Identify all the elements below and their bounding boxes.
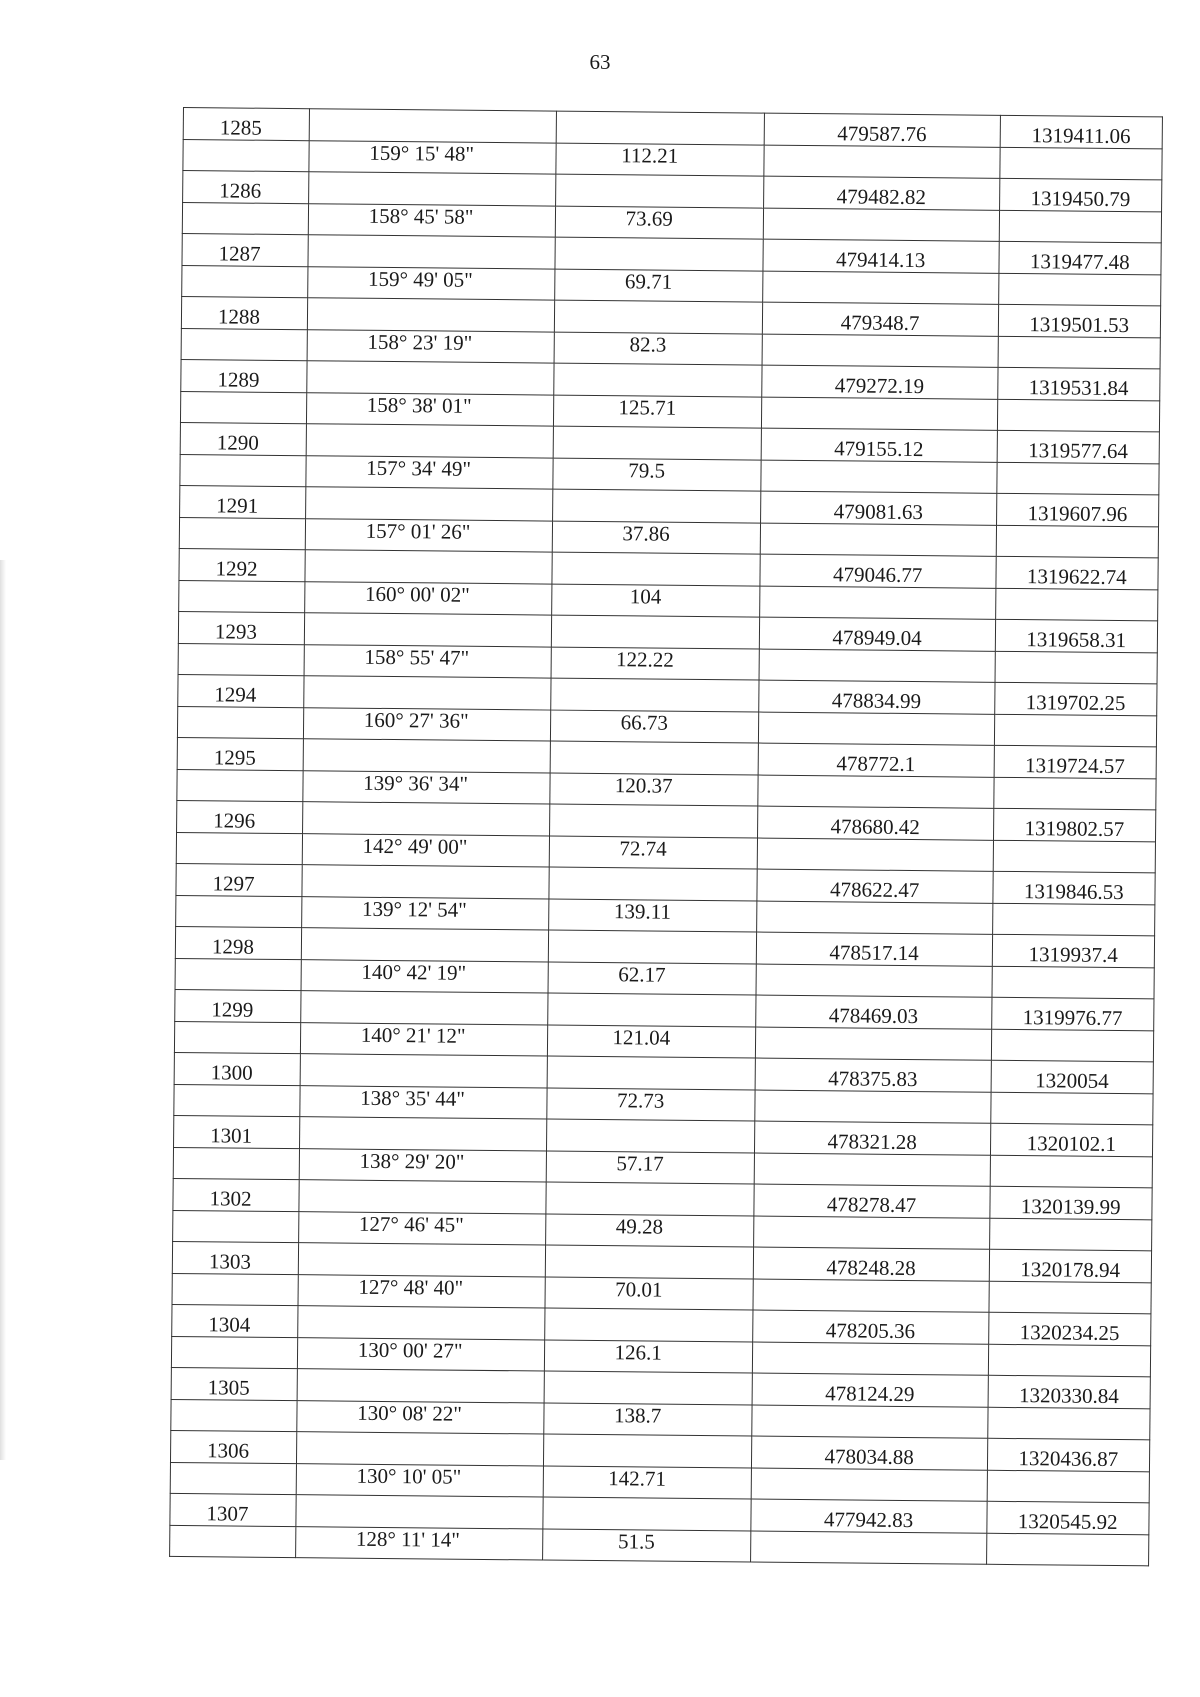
empty-cell (297, 1306, 544, 1340)
empty-cell (761, 397, 997, 430)
bearing-angle-cell: 159° 49' 05" (307, 267, 554, 300)
distance-cell: 62.17 (548, 962, 756, 995)
x-coordinate-cell: 478248.28 (753, 1247, 989, 1281)
empty-cell (177, 706, 303, 738)
empty-cell (306, 424, 553, 458)
bearing-angle-cell: 130° 10' 05" (296, 1464, 543, 1497)
bearing-angle-cell: 160° 00' 02" (304, 582, 551, 615)
x-coordinate-cell: 478278.47 (754, 1184, 990, 1218)
distance-cell: 112.21 (556, 143, 764, 176)
empty-cell (549, 804, 757, 838)
empty-cell (298, 1243, 545, 1277)
empty-cell (178, 643, 304, 675)
empty-cell (753, 1279, 989, 1312)
empty-cell (751, 1468, 987, 1501)
empty-cell (995, 651, 1158, 684)
empty-cell (296, 1432, 543, 1466)
empty-cell (987, 1407, 1150, 1440)
distance-cell: 79.5 (553, 458, 761, 491)
empty-cell (990, 1092, 1153, 1125)
y-coordinate-cell: 1319477.48 (998, 241, 1161, 275)
empty-cell (550, 741, 758, 775)
empty-cell (305, 487, 552, 521)
x-coordinate-cell: 479414.13 (763, 239, 999, 273)
empty-cell (173, 1147, 299, 1179)
point-number-cell: 1300 (174, 1052, 300, 1085)
empty-cell (995, 588, 1158, 621)
empty-cell (988, 1344, 1151, 1377)
bearing-angle-cell: 139° 36' 34" (303, 771, 550, 804)
bearing-angle-cell: 138° 35' 44" (300, 1086, 547, 1119)
y-coordinate-cell: 1319802.57 (993, 808, 1156, 842)
x-coordinate-cell: 479272.19 (761, 365, 997, 399)
empty-cell (756, 964, 992, 997)
y-coordinate-cell: 1320234.25 (988, 1312, 1151, 1346)
empty-cell (548, 930, 756, 964)
empty-cell (173, 1210, 299, 1242)
point-number-cell: 1298 (175, 926, 301, 959)
point-number-cell: 1288 (181, 296, 307, 329)
empty-cell (758, 712, 994, 745)
empty-cell (554, 300, 762, 334)
y-coordinate-cell: 1319450.79 (999, 178, 1162, 212)
y-coordinate-cell: 1319702.25 (994, 682, 1157, 716)
bearing-angle-cell: 158° 45' 58" (308, 204, 555, 237)
empty-cell (183, 140, 309, 172)
empty-cell (301, 928, 548, 962)
distance-cell: 104 (551, 584, 759, 617)
empty-cell (172, 1273, 298, 1305)
bearing-angle-cell: 159° 15' 48" (309, 141, 556, 174)
distance-cell: 142.71 (543, 1466, 751, 1499)
y-coordinate-cell: 1319937.4 (992, 934, 1155, 968)
empty-cell (754, 1153, 990, 1186)
distance-cell: 122.22 (551, 647, 759, 680)
empty-cell (180, 454, 306, 486)
y-coordinate-cell: 1319531.84 (997, 367, 1160, 401)
bearing-angle-cell: 130° 08' 22" (296, 1401, 543, 1434)
distance-cell: 121.04 (547, 1025, 755, 1058)
empty-cell (546, 1119, 754, 1153)
distance-cell: 138.7 (543, 1403, 751, 1436)
point-number-cell: 1287 (182, 233, 308, 266)
bearing-angle-cell: 158° 55' 47" (304, 645, 551, 678)
x-coordinate-cell: 478469.03 (755, 995, 991, 1029)
y-coordinate-cell: 1319846.53 (992, 871, 1155, 905)
distance-cell: 57.17 (546, 1151, 754, 1184)
empty-cell (998, 273, 1161, 306)
x-coordinate-cell: 479046.77 (760, 554, 996, 588)
empty-cell (555, 237, 763, 271)
point-number-cell: 1291 (180, 485, 306, 518)
empty-cell (753, 1216, 989, 1249)
coordinate-table-body (170, 108, 1163, 1566)
distance-cell: 125.71 (553, 395, 761, 428)
empty-cell (999, 210, 1162, 243)
distance-cell: 69.71 (554, 269, 762, 302)
distance-cell: 126.1 (544, 1340, 752, 1373)
empty-cell (992, 966, 1155, 999)
empty-cell (992, 903, 1155, 936)
y-coordinate-cell: 1319607.96 (996, 493, 1159, 527)
empty-cell (300, 1054, 547, 1088)
empty-cell (171, 1399, 297, 1431)
bearing-angle-cell: 130° 00' 27" (297, 1338, 544, 1371)
empty-cell (550, 678, 758, 712)
empty-cell (762, 271, 998, 304)
point-number-cell: 1286 (183, 171, 309, 204)
x-coordinate-cell: 478205.36 (752, 1310, 988, 1344)
x-coordinate-cell: 479587.76 (764, 113, 1000, 147)
y-coordinate-cell: 1319577.64 (997, 430, 1160, 464)
y-coordinate-cell: 1320330.84 (988, 1375, 1151, 1409)
bearing-angle-cell: 142° 49' 00" (302, 834, 549, 867)
empty-cell (990, 1155, 1153, 1188)
empty-cell (555, 174, 763, 208)
empty-cell (987, 1470, 1150, 1503)
y-coordinate-cell: 1319501.53 (998, 304, 1161, 338)
bearing-angle-cell: 138° 29' 20" (299, 1149, 546, 1182)
coordinate-table (169, 107, 1163, 1566)
x-coordinate-cell: 478680.42 (757, 806, 993, 840)
point-number-cell: 1296 (177, 800, 303, 833)
empty-cell (752, 1342, 988, 1375)
empty-cell (305, 550, 552, 584)
distance-cell: 72.74 (549, 836, 757, 869)
empty-cell (302, 865, 549, 899)
bearing-angle-cell: 127° 48' 40" (298, 1275, 545, 1308)
point-number-cell: 1285 (183, 108, 309, 141)
empty-cell (764, 145, 1000, 178)
x-coordinate-cell: 479081.63 (760, 491, 996, 525)
empty-cell (997, 399, 1160, 432)
empty-cell (750, 1531, 986, 1564)
point-number-cell: 1299 (175, 989, 301, 1022)
distance-cell: 72.73 (546, 1088, 754, 1121)
y-coordinate-cell: 1320436.87 (987, 1438, 1150, 1472)
empty-cell (297, 1369, 544, 1403)
point-number-cell: 1304 (172, 1304, 298, 1337)
scan-shadow-edge (0, 560, 6, 1460)
empty-cell (762, 334, 998, 367)
x-coordinate-cell: 478321.28 (754, 1121, 990, 1155)
y-coordinate-cell: 1320545.92 (986, 1501, 1149, 1535)
y-coordinate-cell: 1319976.77 (991, 997, 1154, 1031)
empty-cell (763, 208, 999, 241)
empty-cell (991, 1029, 1154, 1062)
point-number-cell: 1293 (178, 611, 304, 644)
empty-cell (986, 1533, 1149, 1566)
point-number-cell: 1294 (178, 674, 304, 707)
distance-cell: 139.11 (548, 899, 756, 932)
y-coordinate-cell: 1319658.31 (995, 619, 1158, 653)
distance-cell: 37.86 (552, 521, 760, 554)
empty-cell (761, 460, 997, 493)
point-number-cell: 1292 (179, 548, 305, 581)
empty-cell (759, 649, 995, 682)
bearing-angle-cell: 157° 34' 49" (306, 456, 553, 489)
y-coordinate-cell: 1320054 (991, 1060, 1154, 1094)
y-coordinate-cell: 1320178.94 (989, 1249, 1152, 1283)
point-number-cell: 1302 (173, 1178, 299, 1211)
empty-cell (759, 586, 995, 619)
x-coordinate-cell: 478034.88 (751, 1436, 987, 1470)
x-coordinate-cell: 478834.99 (758, 680, 994, 714)
point-number-cell: 1289 (181, 359, 307, 392)
bearing-angle-cell: 158° 23' 19" (307, 330, 554, 363)
point-number-cell: 1295 (177, 737, 303, 770)
empty-cell (544, 1308, 752, 1342)
empty-cell (756, 901, 992, 934)
empty-cell (180, 391, 306, 423)
x-coordinate-cell: 478772.1 (758, 743, 994, 777)
empty-cell (304, 613, 551, 647)
bearing-angle-cell: 127° 46' 45" (298, 1212, 545, 1245)
point-number-cell: 1290 (180, 422, 306, 455)
empty-cell (547, 1056, 755, 1090)
distance-cell: 51.5 (542, 1529, 750, 1562)
empty-cell (179, 580, 305, 612)
empty-cell (553, 426, 761, 460)
empty-cell (543, 1497, 751, 1531)
y-coordinate-cell: 1319724.57 (994, 745, 1157, 779)
point-number-cell: 1305 (171, 1367, 297, 1400)
empty-cell (757, 838, 993, 871)
distance-cell: 82.3 (554, 332, 762, 365)
empty-cell (177, 769, 303, 801)
empty-cell (303, 739, 550, 773)
empty-cell (171, 1336, 297, 1368)
empty-cell (176, 895, 302, 927)
empty-cell (181, 328, 307, 360)
empty-cell (755, 1027, 991, 1060)
x-coordinate-cell: 479482.82 (763, 176, 999, 210)
empty-cell (170, 1462, 296, 1494)
bearing-angle-cell: 140° 42' 19" (301, 960, 548, 993)
empty-cell (998, 336, 1161, 369)
empty-cell (993, 777, 1156, 810)
empty-cell (307, 298, 554, 332)
empty-cell (994, 714, 1157, 747)
empty-cell (989, 1281, 1152, 1314)
empty-cell (545, 1245, 753, 1279)
y-coordinate-cell: 1319411.06 (1000, 115, 1163, 149)
empty-cell (547, 993, 755, 1027)
empty-cell (182, 203, 308, 235)
x-coordinate-cell: 478375.83 (755, 1058, 991, 1092)
empty-cell (544, 1371, 752, 1405)
bearing-angle-cell: 158° 38' 01" (306, 393, 553, 426)
bearing-angle-cell: 128° 11' 14" (295, 1527, 542, 1560)
empty-cell (552, 552, 760, 586)
empty-cell (546, 1182, 754, 1216)
empty-cell (760, 523, 996, 556)
bearing-angle-cell: 157° 01' 26" (305, 519, 552, 552)
y-coordinate-cell: 1320102.1 (990, 1123, 1153, 1157)
page-number: 63 (589, 50, 611, 74)
x-coordinate-cell: 478949.04 (759, 617, 995, 651)
point-number-cell: 1297 (176, 863, 302, 896)
empty-cell (552, 489, 760, 523)
x-coordinate-cell: 479155.12 (761, 428, 997, 462)
empty-cell (175, 958, 301, 990)
point-number-cell: 1306 (170, 1430, 296, 1463)
empty-cell (543, 1434, 751, 1468)
empty-cell (751, 1405, 987, 1438)
empty-cell (993, 840, 1156, 873)
empty-cell (549, 867, 757, 901)
empty-cell (556, 111, 764, 145)
empty-cell (170, 1525, 296, 1557)
empty-cell (553, 363, 761, 397)
x-coordinate-cell: 478622.47 (757, 869, 993, 903)
empty-cell (300, 991, 547, 1025)
empty-cell (999, 147, 1162, 180)
y-coordinate-cell: 1319622.74 (995, 556, 1158, 590)
empty-cell (176, 832, 302, 864)
empty-cell (174, 1021, 300, 1053)
empty-cell (754, 1090, 990, 1123)
empty-cell (179, 517, 305, 549)
empty-cell (989, 1218, 1152, 1251)
x-coordinate-cell: 478517.14 (756, 932, 992, 966)
y-coordinate-cell: 1320139.99 (989, 1186, 1152, 1220)
empty-cell (551, 615, 759, 649)
empty-cell (182, 265, 308, 297)
empty-cell (996, 525, 1159, 558)
empty-cell (303, 676, 550, 710)
point-number-cell: 1301 (174, 1115, 300, 1148)
empty-cell (309, 109, 556, 143)
empty-cell (308, 172, 555, 206)
distance-cell: 70.01 (545, 1277, 753, 1310)
point-number-cell: 1303 (172, 1241, 298, 1274)
bearing-angle-cell: 160° 27' 36" (303, 708, 550, 741)
point-number-cell: 1307 (170, 1493, 296, 1526)
distance-cell: 73.69 (555, 206, 763, 239)
empty-cell (996, 462, 1159, 495)
empty-cell (758, 775, 994, 808)
x-coordinate-cell: 478124.29 (752, 1373, 988, 1407)
empty-cell (299, 1117, 546, 1151)
distance-cell: 49.28 (545, 1214, 753, 1247)
distance-cell: 66.73 (550, 710, 758, 743)
empty-cell (299, 1180, 546, 1214)
x-coordinate-cell: 479348.7 (762, 302, 998, 336)
empty-cell (306, 361, 553, 395)
bearing-angle-cell: 140° 21' 12" (300, 1023, 547, 1056)
empty-cell (308, 235, 555, 269)
x-coordinate-cell: 477942.83 (751, 1499, 987, 1533)
empty-cell (296, 1495, 543, 1529)
bearing-angle-cell: 139° 12' 54" (301, 897, 548, 930)
empty-cell (174, 1084, 300, 1116)
empty-cell (302, 802, 549, 836)
distance-cell: 120.37 (549, 773, 757, 806)
